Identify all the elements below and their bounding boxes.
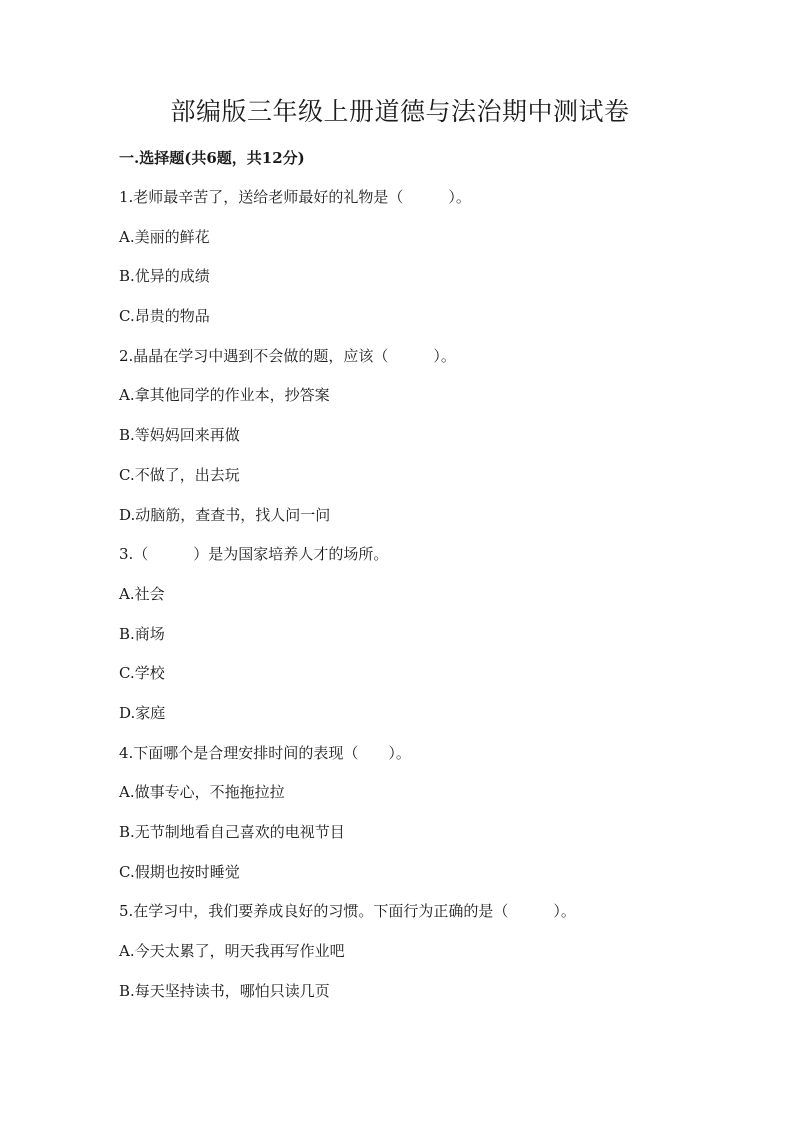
question-3-option-d: D.家庭 [119, 703, 166, 722]
question-3-option-a: A.社会 [119, 584, 165, 603]
question-2-stem: 2.晶晶在学习中遇到不会做的题，应该（ ）。 [119, 346, 456, 365]
question-1-option-a: A.美丽的鲜花 [119, 227, 210, 246]
page-title: 部编版三年级上册道德与法治期中测试卷 [170, 97, 630, 126]
question-2-option-c: C.不做了，出去玩 [119, 465, 240, 484]
question-2-option-a: A.拿其他同学的作业本，抄答案 [119, 386, 330, 405]
question-4-option-b: B.无节制地看自己喜欢的电视节目 [119, 823, 345, 841]
question-5-option-b: B.每天坚持读书，哪怕只读几页 [119, 981, 330, 1000]
question-5-option-a: A.今天太累了，明天我再写作业吧 [119, 942, 345, 961]
question-3-option-b: B.商场 [119, 624, 165, 643]
question-1-option-c: C.昂贵的物品 [119, 307, 210, 326]
question-4-stem: 4.下面哪个是合理安排时间的表现（ ）。 [119, 743, 411, 762]
question-3-stem: 3.（ ）是为国家培养人才的场所。 [119, 545, 389, 564]
question-4-option-c: C.假期也按时睡觉 [119, 862, 240, 881]
question-5-stem: 5.在学习中，我们要养成良好的习惯。下面行为正确的是（ ）。 [119, 902, 576, 921]
question-1-option-b: B.优异的成绩 [119, 267, 210, 286]
question-2-option-b: B.等妈妈回来再做 [119, 426, 240, 445]
question-2-option-d: D.动脑筋，查查书，找人问一问 [119, 505, 331, 524]
question-1-stem: 1.老师最辛苦了，送给老师最好的礼物是（ ）。 [119, 188, 471, 206]
section-heading: 一.选择题(共6题，共12分) [119, 149, 305, 167]
question-list [119, 184, 739, 1017]
question-3-option-c: C.学校 [119, 664, 165, 683]
question-4-option-a: A.做事专心，不拖拖拉拉 [119, 783, 285, 802]
